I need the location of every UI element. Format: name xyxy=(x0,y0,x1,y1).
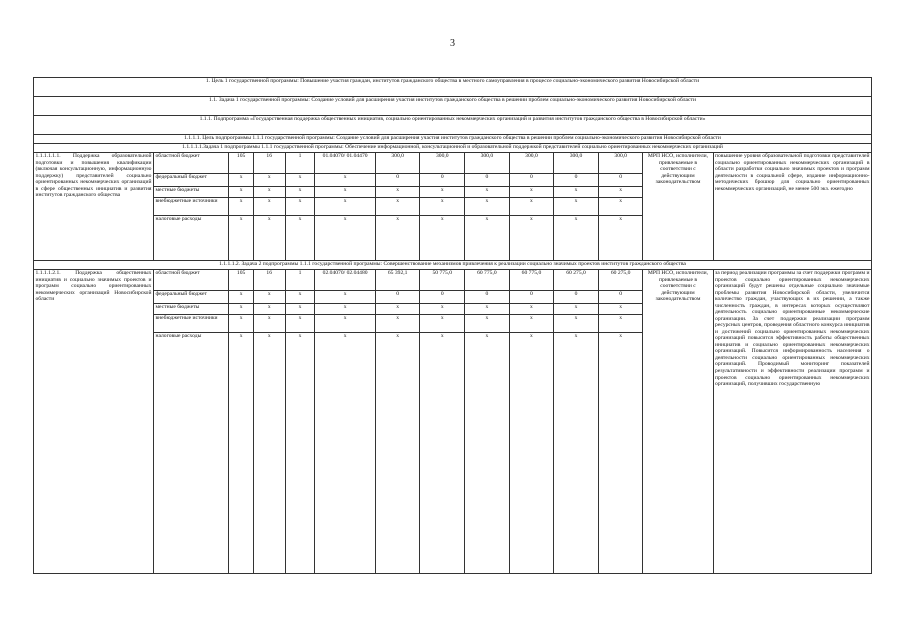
funding-value: x xyxy=(554,187,599,198)
funding-value: x xyxy=(554,198,599,216)
funding-source: местные бюджеты xyxy=(153,304,228,315)
funding-value: 105 xyxy=(229,270,253,291)
funding-source: налоговые расходы xyxy=(153,216,228,261)
funding-value: 0 xyxy=(598,291,643,304)
funding-value: 0 xyxy=(375,291,420,304)
funding-value: x xyxy=(285,333,315,574)
funding-value: x xyxy=(420,304,465,315)
task1-header: 1.1.1.1.1.Задача 1 подпрограммы 1.1.1 государственной программы: Обеспечение информационной, консультационной и образовательной поддержкой представителей социально ориентированных некоммерческих организаций xyxy=(34,144,872,153)
funding-value: 0 xyxy=(420,291,465,304)
funding-value: 16 xyxy=(253,153,285,174)
task-header: 1.1. Задача 1 государственной программы: Создание условий для расширения участия институтов гражданского общества в решении проблем социально-экономического развития Новосибирской области xyxy=(34,97,872,116)
funding-value: x xyxy=(465,333,510,574)
funding-value: x xyxy=(315,174,376,187)
funding-value: x xyxy=(509,187,554,198)
funding-value: 300,0 xyxy=(509,153,554,174)
funding-value: x xyxy=(315,304,376,315)
funding-value: 300,0 xyxy=(420,153,465,174)
funding-value: 0 xyxy=(509,291,554,304)
funding-value: x xyxy=(253,187,285,198)
funding-value: 60 775,0 xyxy=(509,270,554,291)
funding-value: x xyxy=(229,304,253,315)
funding-value: x xyxy=(420,187,465,198)
program-table-container xyxy=(33,77,872,574)
funding-value: x xyxy=(420,216,465,261)
funding-row xyxy=(34,270,872,291)
funding-source: областной бюджет xyxy=(153,270,228,291)
funding-value: 0 xyxy=(509,174,554,187)
funding-value: 300,0 xyxy=(375,153,420,174)
expected-result: за период реализации программы за счет поддержки программ и проектов социально ориентированных некоммерческих организаций будут решены отдельные социально значимые проблемы развития Новосибирской области, увеличится количество граждан, участвующих в их решении, а также численность граждан, в интересах которых осуществляют деятельность социально ориентированные некоммерческие организации. За счет поддержки реализации программ ресурсных центров, проведения областного конкурса инициатив и достижений социально ориентированных некоммерческих организаций повысится эффективность работы общественных инициатив и социально ориентированных некоммерческих организаций. Повысится информированность населения о деятельности социально ориентированных некоммерческих организаций. Проводимый мониторинг показателей результативности и эффективности реализации программ и проектов социально ориентированных некоммерческих организаций, получивших государственную xyxy=(713,270,871,574)
executor: МРП НСО, исполнители, привлекаемые в соответствии с действующим законодательством xyxy=(643,153,713,261)
funding-value: x xyxy=(554,333,599,574)
funding-value: x xyxy=(509,304,554,315)
funding-value: x xyxy=(229,291,253,304)
funding-value: x xyxy=(315,187,376,198)
funding-value: x xyxy=(229,187,253,198)
funding-value: x xyxy=(285,187,315,198)
activity-name: 1.1.1.1.1.1. Поддержка образовательной подготовки и повышения квалификации (включая консультационную, информационную поддержку) представителей социально ориентированных некоммерческих организаций в сфере общественных инициатив и развития институтов гражданского общества xyxy=(34,153,154,261)
funding-value: x xyxy=(554,304,599,315)
funding-value: 60 275,0 xyxy=(598,270,643,291)
funding-value: x xyxy=(285,174,315,187)
funding-value: x xyxy=(598,333,643,574)
funding-value: x xyxy=(315,216,376,261)
funding-value: 1 xyxy=(285,270,315,291)
expected-result: повышение уровня образовательной подготовки представителей социально ориентированных некоммерческих организаций в области разработки социально значимых проектов и программ деятельности в социальной сфере, издание информационно-методических брошюр для социально ориентированных некоммерческих организаций, не менее 500 экз. ежегодно xyxy=(713,153,871,261)
funding-value: x xyxy=(598,304,643,315)
funding-value: x xyxy=(315,198,376,216)
funding-value: x xyxy=(509,198,554,216)
funding-value: 01.04070/ 01.04470 xyxy=(315,153,376,174)
funding-value: 65 392,1 xyxy=(375,270,420,291)
funding-source: федеральный бюджет xyxy=(153,291,228,304)
funding-value: x xyxy=(315,315,376,333)
funding-value: x xyxy=(375,216,420,261)
funding-value: x xyxy=(285,198,315,216)
funding-value: 0 xyxy=(420,174,465,187)
funding-value: 105 xyxy=(229,153,253,174)
funding-value: x xyxy=(253,333,285,574)
funding-source: федеральный бюджет xyxy=(153,174,228,187)
subprogram-header: 1.1.1. Подпрограмма «Государственная поддержка общественных инициатив, социально ориентированных некоммерческих организаций и развития институтов гражданского общества в Новосибирской области» xyxy=(34,116,872,135)
activity-name: 1.1.1.1.2.1. Поддержка общественных инициатив и социально значимых проектов и программ социально ориентированных некоммерческих организаций Новосибирской области xyxy=(34,270,154,574)
funding-value: x xyxy=(375,304,420,315)
funding-value: 60 775,0 xyxy=(465,270,510,291)
funding-value: x xyxy=(554,315,599,333)
funding-value: x xyxy=(598,216,643,261)
funding-value: x xyxy=(465,315,510,333)
funding-value: x xyxy=(253,291,285,304)
funding-value: x xyxy=(554,216,599,261)
funding-value: x xyxy=(598,187,643,198)
funding-value: x xyxy=(420,333,465,574)
funding-source: местные бюджеты xyxy=(153,187,228,198)
funding-value: x xyxy=(375,187,420,198)
funding-value: 0 xyxy=(465,291,510,304)
funding-value: x xyxy=(375,315,420,333)
funding-value: x xyxy=(285,216,315,261)
funding-value: x xyxy=(253,198,285,216)
funding-value: x xyxy=(229,315,253,333)
funding-value: x xyxy=(420,315,465,333)
funding-value: 50 775,0 xyxy=(420,270,465,291)
funding-value: x xyxy=(285,315,315,333)
funding-value: x xyxy=(465,187,510,198)
funding-value: x xyxy=(285,304,315,315)
funding-value: x xyxy=(229,216,253,261)
funding-value: x xyxy=(229,333,253,574)
funding-value: x xyxy=(229,174,253,187)
funding-value: x xyxy=(315,291,376,304)
program-table xyxy=(33,77,872,574)
funding-value: 300,0 xyxy=(465,153,510,174)
funding-value: 300,0 xyxy=(598,153,643,174)
page-number: 3 xyxy=(450,38,455,49)
funding-value: 300,0 xyxy=(554,153,599,174)
funding-value: x xyxy=(509,333,554,574)
funding-value: 0 xyxy=(465,174,510,187)
funding-value: x xyxy=(509,315,554,333)
funding-source: внебюджетные источники xyxy=(153,198,228,216)
funding-value: 0 xyxy=(554,174,599,187)
funding-value: 1 xyxy=(285,153,315,174)
funding-row xyxy=(34,153,872,174)
funding-value: x xyxy=(465,198,510,216)
funding-value: x xyxy=(598,315,643,333)
funding-value: x xyxy=(420,198,465,216)
funding-value: 02.04070/ 02.04480 xyxy=(315,270,376,291)
funding-value: 60 275,0 xyxy=(554,270,599,291)
funding-source: областной бюджет xyxy=(153,153,228,174)
funding-source: внебюджетные источники xyxy=(153,315,228,333)
funding-value: x xyxy=(229,198,253,216)
funding-value: x xyxy=(253,216,285,261)
funding-value: x xyxy=(509,216,554,261)
funding-value: x xyxy=(375,333,420,574)
funding-value: x xyxy=(465,304,510,315)
funding-value: 0 xyxy=(375,174,420,187)
funding-value: x xyxy=(253,315,285,333)
funding-value: 16 xyxy=(253,270,285,291)
goal-header: 1. Цель 1 государственной программы: Повышение участия граждан, институтов гражданского общества в местного самоуправления в процессе социально-экономического развития Новосибирской области xyxy=(34,78,872,97)
funding-source: налоговые расходы xyxy=(153,333,228,574)
executor: МРП НСО, исполнители, привлекаемые в соответствии с действующим законодательством xyxy=(643,270,713,574)
subprogram-goal-header: 1.1.1.1. Цель подпрограммы 1.1.1 государственной программы: Создание условий для расширения участия институтов гражданского общества в решении проблем социально-экономического развития Новосибирской области xyxy=(34,135,872,144)
funding-value: 0 xyxy=(554,291,599,304)
funding-value: x xyxy=(465,216,510,261)
task2-header: 1.1.1.1.2. Задача 2 подпрограммы 1.1.1 государственной программы: Совершенствование механизмов привлечения к реализации социально значимых проектов институтов гражданского общества xyxy=(34,261,872,270)
funding-value: x xyxy=(253,174,285,187)
funding-value: x xyxy=(253,304,285,315)
funding-value: x xyxy=(285,291,315,304)
funding-value: x xyxy=(315,333,376,574)
funding-value: 0 xyxy=(598,174,643,187)
funding-value: x xyxy=(598,198,643,216)
funding-value: x xyxy=(375,198,420,216)
